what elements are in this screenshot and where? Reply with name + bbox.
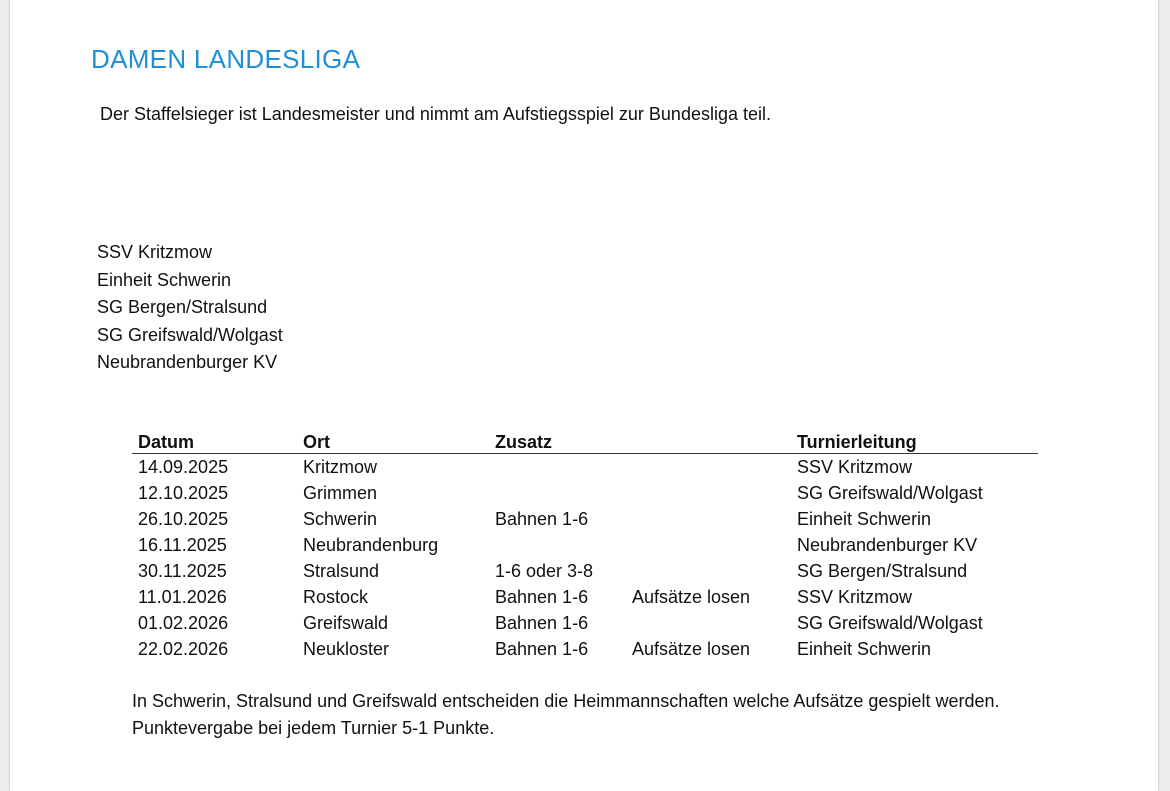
intro-text: Der Staffelsieger ist Landesmeister und nimmt am Aufstiegsspiel zur Bundesliga teil. bbox=[100, 104, 771, 124]
cell-datum: 30.11.2025 bbox=[138, 560, 227, 581]
cell-datum: 22.02.2026 bbox=[138, 638, 229, 659]
table-header-row bbox=[132, 428, 1038, 454]
cell-datum: 12.10.2025 bbox=[138, 482, 229, 503]
team-item: Einheit Schwerin bbox=[97, 269, 232, 290]
cell-turnierleitung: SSV Kritzmow bbox=[797, 456, 913, 477]
cell-ort: Greifswald bbox=[303, 612, 389, 633]
cell-extra bbox=[626, 454, 791, 481]
note-line: Punktevergabe bei jedem Turnier 5-1 Punkte. bbox=[132, 718, 495, 738]
cell-extra: Aufsätze losen bbox=[632, 638, 751, 659]
cell-extra bbox=[626, 558, 791, 584]
table-row bbox=[132, 454, 1038, 481]
cell-ort: Neubrandenburg bbox=[303, 534, 439, 555]
team-item: SG Greifswald/Wolgast bbox=[97, 324, 283, 345]
cell-turnierleitung: SG Bergen/Stralsund bbox=[797, 560, 968, 581]
table-row bbox=[132, 636, 1038, 662]
cell-zusatz: Bahnen 1-6 bbox=[495, 586, 589, 607]
header-zusatz: Zusatz bbox=[489, 428, 626, 454]
cell-datum: 01.02.2026 bbox=[138, 612, 229, 633]
cell-extra bbox=[626, 610, 791, 636]
header-extra bbox=[626, 428, 791, 454]
team-item: SSV Kritzmow bbox=[97, 242, 213, 262]
cell-turnierleitung: SG Greifswald/Wolgast bbox=[797, 612, 983, 633]
cell-datum: 26.10.2025 bbox=[138, 508, 229, 529]
cell-zusatz bbox=[489, 454, 626, 481]
cell-extra bbox=[626, 532, 791, 558]
cell-ort: Neukloster bbox=[303, 638, 390, 659]
cell-extra bbox=[626, 480, 791, 506]
table-row bbox=[132, 610, 1038, 636]
cell-zusatz bbox=[489, 480, 626, 506]
table-row bbox=[132, 506, 1038, 532]
schedule-table bbox=[132, 428, 1038, 662]
team-item: SG Bergen/Stralsund bbox=[97, 297, 268, 317]
cell-zusatz: Bahnen 1-6 bbox=[495, 508, 589, 529]
header-datum: Datum bbox=[132, 428, 297, 454]
header-turnierleitung: Turnierleitung bbox=[791, 428, 1038, 454]
cell-ort: Grimmen bbox=[303, 482, 378, 503]
page-title: DAMEN LANDESLIGA bbox=[91, 44, 361, 74]
cell-turnierleitung: SG Greifswald/Wolgast bbox=[797, 482, 983, 503]
cell-ort: Stralsund bbox=[303, 560, 380, 581]
header-ort: Ort bbox=[297, 428, 489, 454]
team-list bbox=[97, 241, 283, 379]
cell-ort: Rostock bbox=[303, 586, 369, 607]
table-row bbox=[132, 532, 1038, 558]
cell-datum: 14.09.2025 bbox=[138, 456, 229, 477]
cell-datum: 11.01.2026 bbox=[138, 586, 227, 607]
note-line: In Schwerin, Stralsund und Greifswald entscheiden die Heimmannschaften welche Aufsätze gespielt werden. bbox=[132, 691, 1000, 711]
cell-turnierleitung: SSV Kritzmow bbox=[797, 586, 913, 607]
cell-turnierleitung: Einheit Schwerin bbox=[797, 638, 932, 659]
cell-zusatz: 1-6 oder 3-8 bbox=[495, 560, 594, 581]
cell-zusatz bbox=[489, 532, 626, 558]
notes bbox=[132, 688, 999, 742]
cell-ort: Kritzmow bbox=[303, 456, 378, 477]
cell-ort: Schwerin bbox=[303, 508, 378, 529]
table-row bbox=[132, 584, 1038, 610]
cell-extra: Aufsätze losen bbox=[632, 586, 751, 607]
document-page bbox=[10, 0, 1158, 791]
cell-turnierleitung: Einheit Schwerin bbox=[797, 508, 932, 529]
table-row bbox=[132, 480, 1038, 506]
cell-zusatz: Bahnen 1-6 bbox=[495, 612, 589, 633]
cell-zusatz: Bahnen 1-6 bbox=[495, 638, 589, 659]
cell-extra bbox=[626, 506, 791, 532]
cell-datum: 16.11.2025 bbox=[138, 534, 227, 555]
cell-turnierleitung: Neubrandenburger KV bbox=[797, 534, 978, 555]
table-row bbox=[132, 558, 1038, 584]
team-item: Neubrandenburger KV bbox=[97, 352, 278, 372]
